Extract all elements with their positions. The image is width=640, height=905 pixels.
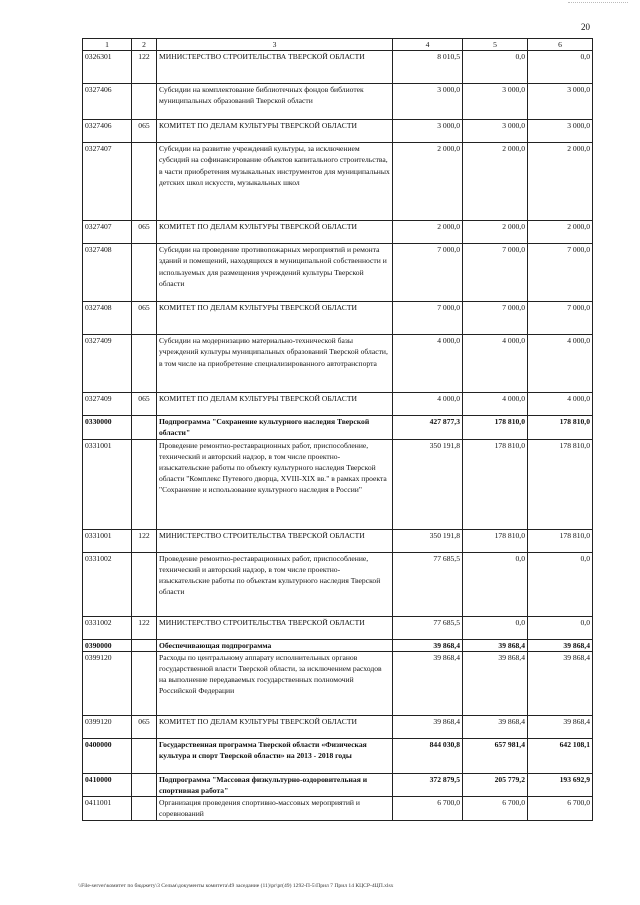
- row-code: 0327408: [83, 302, 132, 335]
- table-row: [83, 616, 593, 639]
- file-path-footer: \\File-server\комитет по бюджету\3 Сельм\документы комитета\49 заседание (11)\pr\pr(49) 1292-П-5\Прил 7 Прил 14 КЦСР-4ЦП.xlsx: [78, 883, 394, 889]
- table-row: [83, 529, 593, 552]
- row-value-col4: 350 191,8: [393, 439, 463, 529]
- row-value-col6: 3 000,0: [528, 84, 593, 120]
- row-value-col4: 39 868,4: [393, 715, 463, 738]
- row-value-col6: 0,0: [528, 552, 593, 616]
- table-row: [83, 773, 593, 796]
- row-value-col6: 178 810,0: [528, 439, 593, 529]
- row-kvsr: [132, 335, 157, 393]
- row-value-col5: 657 981,4: [463, 738, 528, 773]
- row-value-col4: 4 000,0: [393, 393, 463, 416]
- row-value-col4: 39 868,4: [393, 651, 463, 715]
- row-value-col5: 39 868,4: [463, 651, 528, 715]
- row-kvsr: 065: [132, 120, 157, 143]
- row-kvsr: [132, 738, 157, 773]
- row-name: КОМИТЕТ ПО ДЕЛАМ КУЛЬТУРЫ ТВЕРСКОЙ ОБЛАСТИ: [157, 393, 393, 416]
- table-row: [83, 552, 593, 616]
- row-name: МИНИСТЕРСТВО СТРОИТЕЛЬСТВА ТВЕРСКОЙ ОБЛАСТИ: [157, 51, 393, 84]
- row-value-col5: 0,0: [463, 552, 528, 616]
- row-value-col4: 7 000,0: [393, 244, 463, 302]
- row-code: 0399120: [83, 651, 132, 715]
- row-value-col6: 39 868,4: [528, 639, 593, 651]
- row-kvsr: [132, 797, 157, 821]
- header-col-6: 6: [528, 39, 593, 51]
- table-row: [83, 651, 593, 715]
- row-code: 0327407: [83, 143, 132, 221]
- row-value-col5: 39 868,4: [463, 715, 528, 738]
- row-value-col6: 3 000,0: [528, 120, 593, 143]
- scan-mark: [568, 2, 628, 6]
- row-value-col4: 77 685,5: [393, 552, 463, 616]
- table-header-row: [83, 39, 593, 51]
- row-kvsr: [132, 552, 157, 616]
- row-kvsr: [132, 143, 157, 221]
- row-value-col6: 642 108,1: [528, 738, 593, 773]
- row-kvsr: [132, 773, 157, 796]
- row-value-col6: 178 810,0: [528, 416, 593, 439]
- row-value-col6: 4 000,0: [528, 393, 593, 416]
- row-value-col5: 178 810,0: [463, 439, 528, 529]
- header-col-3: 3: [157, 39, 393, 51]
- row-name: Субсидии на проведение противопожарных мероприятий и ремонта зданий и помещений, находящихся в муниципальной собственности и используемых для размещения учреждений культуры Тверской области: [157, 244, 393, 302]
- row-value-col5: 4 000,0: [463, 335, 528, 393]
- row-name: Государственная программа Тверской области «Физическая культура и спорт Тверской области» на 2013 - 2018 годы: [157, 738, 393, 773]
- row-name: Субсидии на комплектование библиотечных фондов библиотек муниципальных образований Тверской области: [157, 84, 393, 120]
- row-value-col4: 372 879,5: [393, 773, 463, 796]
- row-value-col6: 39 868,4: [528, 651, 593, 715]
- row-name: Проведение ремонтно-реставрационных работ, приспособление, технический и авторский надзор, в том числе проектно-изыскательские работы по объекту культурного наследия Тверской области "Комплекс Путевого дворца, XVIII-XIX вв." в рамках проекта "Сохранение и использование культурного наследия в России": [157, 439, 393, 529]
- row-code: 0411001: [83, 797, 132, 821]
- row-code: 0410000: [83, 773, 132, 796]
- row-name: Субсидии на модернизацию материально-технической базы учреждений культуры муниципальных образований Тверской области, в том числе на приобретение специализированного автотранспорта: [157, 335, 393, 393]
- page-number: 20: [581, 22, 590, 32]
- row-name: Организация проведения спортивно-массовых мероприятий и соревнований: [157, 797, 393, 821]
- table-row: [83, 715, 593, 738]
- row-code: 0331002: [83, 616, 132, 639]
- row-value-col6: 193 692,9: [528, 773, 593, 796]
- budget-table: [82, 38, 593, 821]
- row-value-col5: 3 000,0: [463, 120, 528, 143]
- row-kvsr: 122: [132, 51, 157, 84]
- row-value-col5: 6 700,0: [463, 797, 528, 821]
- row-value-col6: 39 868,4: [528, 715, 593, 738]
- row-code: 0400000: [83, 738, 132, 773]
- row-value-col4: 350 191,8: [393, 529, 463, 552]
- table-row: [83, 120, 593, 143]
- row-name: МИНИСТЕРСТВО СТРОИТЕЛЬСТВА ТВЕРСКОЙ ОБЛАСТИ: [157, 616, 393, 639]
- row-kvsr: [132, 416, 157, 439]
- row-code: 0327406: [83, 120, 132, 143]
- row-value-col4: 8 010,5: [393, 51, 463, 84]
- row-kvsr: [132, 651, 157, 715]
- row-value-col4: 427 877,3: [393, 416, 463, 439]
- row-value-col5: 4 000,0: [463, 393, 528, 416]
- row-code: 0390000: [83, 639, 132, 651]
- row-code: 0327406: [83, 84, 132, 120]
- row-value-col4: 3 000,0: [393, 120, 463, 143]
- row-name: КОМИТЕТ ПО ДЕЛАМ КУЛЬТУРЫ ТВЕРСКОЙ ОБЛАСТИ: [157, 120, 393, 143]
- row-value-col5: 7 000,0: [463, 302, 528, 335]
- row-value-col6: 2 000,0: [528, 143, 593, 221]
- header-col-2: 2: [132, 39, 157, 51]
- row-value-col6: 2 000,0: [528, 221, 593, 244]
- row-value-col5: 178 810,0: [463, 416, 528, 439]
- table-row: [83, 221, 593, 244]
- row-value-col6: 178 810,0: [528, 529, 593, 552]
- row-name: Проведение ремонтно-реставрационных работ, приспособление, технический и авторский надзор, в том числе проектно-изыскательские работы по объектам культурного наследия Тверской области: [157, 552, 393, 616]
- row-kvsr: 065: [132, 221, 157, 244]
- row-value-col4: 2 000,0: [393, 221, 463, 244]
- row-kvsr: 065: [132, 715, 157, 738]
- table-row: [83, 439, 593, 529]
- table-row: [83, 302, 593, 335]
- table-row: [83, 416, 593, 439]
- row-code: 0327409: [83, 393, 132, 416]
- row-value-col4: 4 000,0: [393, 335, 463, 393]
- table-row: [83, 738, 593, 773]
- row-kvsr: 122: [132, 529, 157, 552]
- row-kvsr: 065: [132, 302, 157, 335]
- row-value-col4: 2 000,0: [393, 143, 463, 221]
- row-value-col4: 7 000,0: [393, 302, 463, 335]
- row-code: 0399120: [83, 715, 132, 738]
- row-kvsr: [132, 244, 157, 302]
- row-code: 0331001: [83, 439, 132, 529]
- row-value-col5: 0,0: [463, 51, 528, 84]
- row-name: Подпрограмма "Массовая физкультурно-оздоровительная и спортивная работа": [157, 773, 393, 796]
- row-value-col4: 3 000,0: [393, 84, 463, 120]
- row-code: 0331001: [83, 529, 132, 552]
- row-code: 0327409: [83, 335, 132, 393]
- row-name: КОМИТЕТ ПО ДЕЛАМ КУЛЬТУРЫ ТВЕРСКОЙ ОБЛАСТИ: [157, 221, 393, 244]
- row-name: Обеспечивающая подпрограмма: [157, 639, 393, 651]
- row-value-col5: 7 000,0: [463, 244, 528, 302]
- row-value-col6: 7 000,0: [528, 244, 593, 302]
- table-row: [83, 393, 593, 416]
- row-code: 0327407: [83, 221, 132, 244]
- row-value-col4: 6 700,0: [393, 797, 463, 821]
- row-value-col5: 178 810,0: [463, 529, 528, 552]
- table-row: [83, 143, 593, 221]
- table-body: [83, 51, 593, 821]
- row-value-col6: 0,0: [528, 51, 593, 84]
- row-value-col4: 39 868,4: [393, 639, 463, 651]
- row-kvsr: [132, 84, 157, 120]
- row-value-col5: 0,0: [463, 616, 528, 639]
- row-code: 0330000: [83, 416, 132, 439]
- table-row: [83, 797, 593, 821]
- row-value-col5: 3 000,0: [463, 84, 528, 120]
- table-row: [83, 639, 593, 651]
- row-name: Подпрограмма "Сохранение культурного наследия Тверской области": [157, 416, 393, 439]
- row-value-col5: 205 779,2: [463, 773, 528, 796]
- row-name: КОМИТЕТ ПО ДЕЛАМ КУЛЬТУРЫ ТВЕРСКОЙ ОБЛАСТИ: [157, 302, 393, 335]
- row-value-col5: 39 868,4: [463, 639, 528, 651]
- row-value-col6: 4 000,0: [528, 335, 593, 393]
- row-kvsr: 065: [132, 393, 157, 416]
- header-col-1: 1: [83, 39, 132, 51]
- table-row: [83, 51, 593, 84]
- header-col-5: 5: [463, 39, 528, 51]
- row-name: МИНИСТЕРСТВО СТРОИТЕЛЬСТВА ТВЕРСКОЙ ОБЛАСТИ: [157, 529, 393, 552]
- row-value-col6: 0,0: [528, 616, 593, 639]
- row-value-col4: 77 685,5: [393, 616, 463, 639]
- row-name: Субсидии на развитие учреждений культуры, за исключением субсидий на софинансирование объектов капитального строительства, в части приобретения музыкальных инструментов для муниципальных детских школ искусств, музыкальных школ: [157, 143, 393, 221]
- header-col-4: 4: [393, 39, 463, 51]
- row-value-col6: 7 000,0: [528, 302, 593, 335]
- row-name: Расходы по центральному аппарату исполнительных органов государственной власти Тверской области, за исключением расходов на выполнение передаваемых государственных полномочий Российской Федерации: [157, 651, 393, 715]
- row-value-col5: 2 000,0: [463, 143, 528, 221]
- row-kvsr: [132, 639, 157, 651]
- table-row: [83, 244, 593, 302]
- row-value-col6: 6 700,0: [528, 797, 593, 821]
- row-value-col4: 844 030,8: [393, 738, 463, 773]
- row-code: 0326301: [83, 51, 132, 84]
- row-kvsr: [132, 439, 157, 529]
- table-row: [83, 84, 593, 120]
- row-kvsr: 122: [132, 616, 157, 639]
- row-name: КОМИТЕТ ПО ДЕЛАМ КУЛЬТУРЫ ТВЕРСКОЙ ОБЛАСТИ: [157, 715, 393, 738]
- table-row: [83, 335, 593, 393]
- row-code: 0331002: [83, 552, 132, 616]
- row-code: 0327408: [83, 244, 132, 302]
- row-value-col5: 2 000,0: [463, 221, 528, 244]
